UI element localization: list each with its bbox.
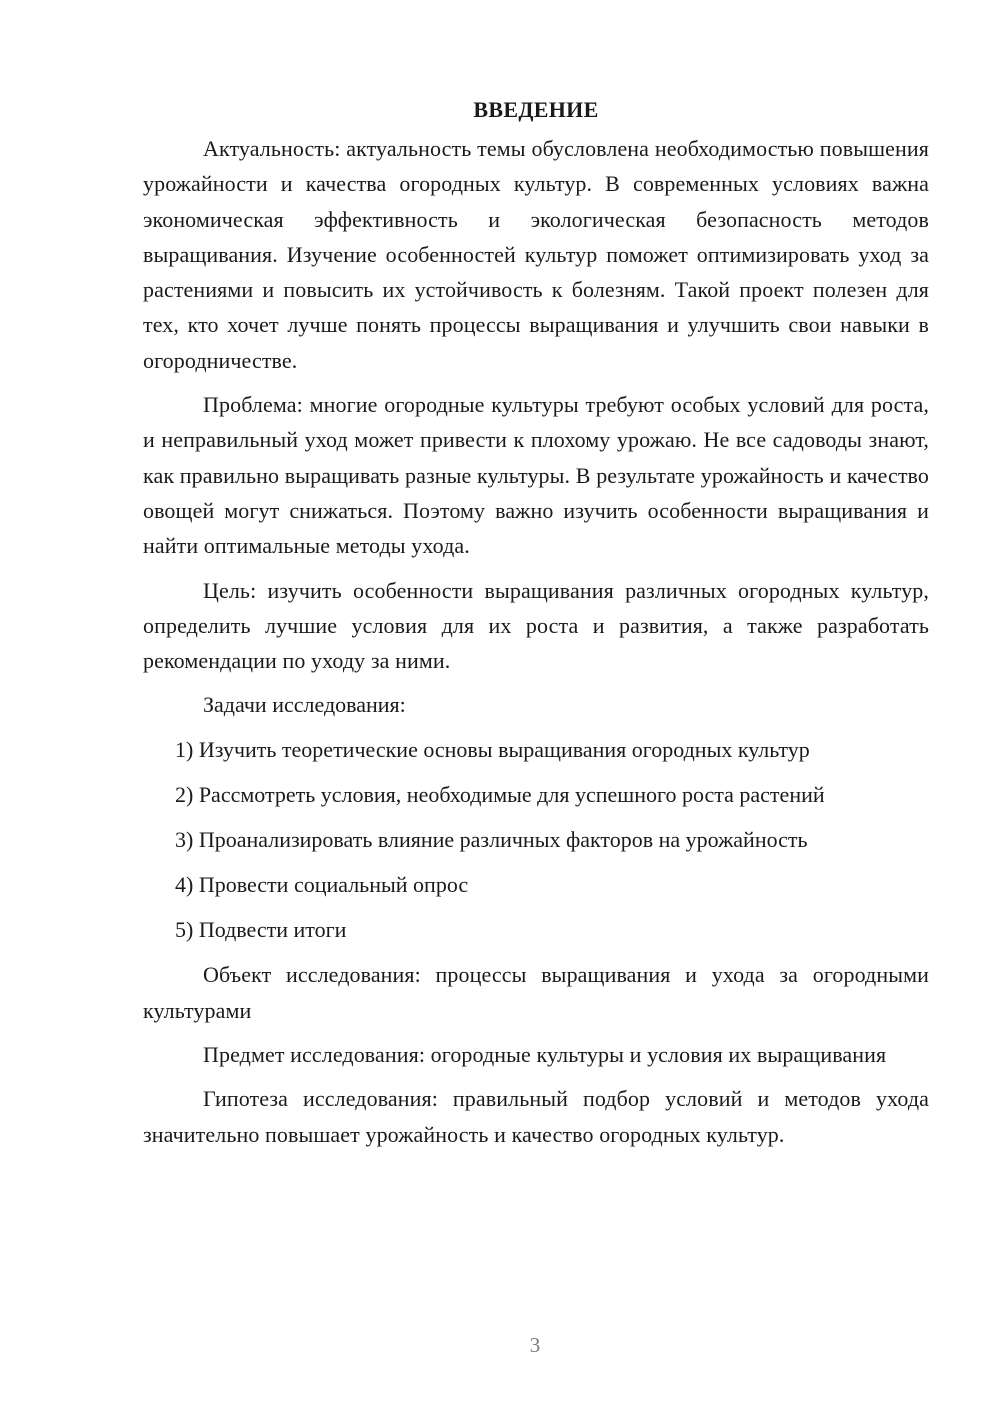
task-item: 2) Рассмотреть условия, необходимые для успешного роста растений [175,782,825,808]
tasks-list [143,732,929,947]
paragraph-hypothesis: Гипотеза исследования: правильный подбор условий и методов ухода значительно повышает урожайность и качество огородных культур. [143,1086,929,1147]
tasks-heading: Задачи исследования: [203,692,406,718]
paragraph-problem: Проблема: многие огородные культуры требуют особых условий для роста, и неправильный уход может привести к плохому урожаю. Не все садоводы знают, как правильно выращивать разные культуры. В результате урожайность и качество овощей могут снижаться. Поэтому важно изучить особенности выращивания и найти оптимальные методы ухода. [143,392,929,559]
page-content [143,93,929,1161]
page-number: 3 [529,1333,541,1357]
task-item: 3) Проанализировать влияние различных факторов на урожайность [175,827,808,853]
paragraph-goal: Цель: изучить особенности выращивания различных огородных культур, определить лучшие условия для их роста и развития, а также разработать рекомендации по уходу за ними. [143,577,929,674]
paragraph-object: Объект исследования: процессы выращивания и ухода за огородными культурами [143,962,929,1023]
task-item: 1) Изучить теоретические основы выращивания огородных культур [175,737,810,763]
paragraph-relevance: Актуальность: актуальность темы обусловлена необходимостью повышения урожайности и качества огородных культур. В современных условиях важна экономическая эффективность и экологическая безопасность методов выращивания. Изучение особенностей культур поможет оптимизировать уход за растениями и повысить их устойчивость к болезням. Такой проект полезен для тех, кто хочет лучше понять процессы выращивания и улучшить свои навыки в огородничестве. [143,136,929,373]
section-title: ВВЕДЕНИЕ [473,97,599,122]
task-item: 5) Подвести итоги [175,917,347,943]
task-item: 4) Провести социальный опрос [175,872,469,898]
paragraph-subject: Предмет исследования: огородные культуры и условия их выращивания [203,1042,887,1068]
